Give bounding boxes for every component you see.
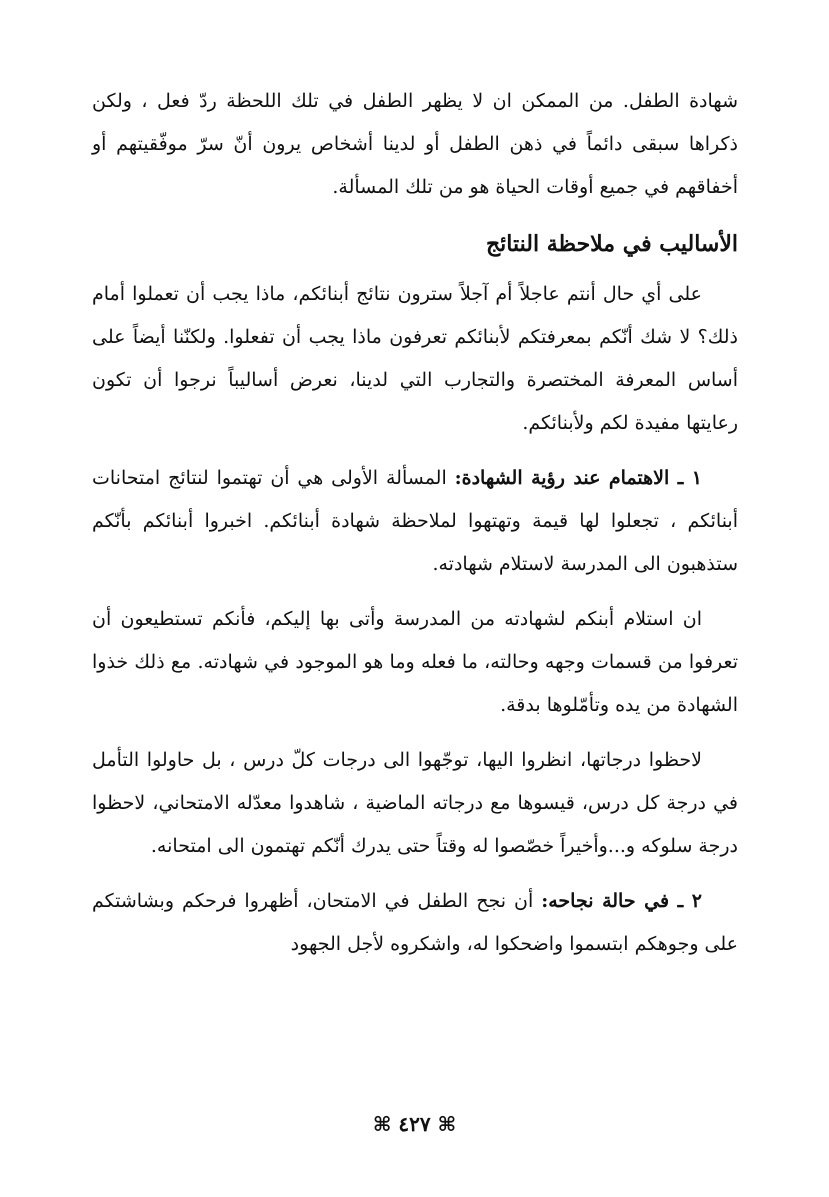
paragraph-certificate-attention: [92, 457, 738, 586]
paragraph-methods: على أي حال أنتم عاجلاً أم آجلاً سترون نتائج أبنائكم، ماذا يجب أن تعملوا أمام ذلك؟ لا شك أنّكم بمعرفتكم لأبنائكم تعرفون ماذا يجب أن تفعلوا. ولكنّنا أيضاً على أساس المعرفة المختصرة والتجارب التي لدينا، نعرض أساليباً نرجوا أن تكون رعايتها مفيدة لكم ولأبنائكم.: [92, 283, 738, 434]
section-heading: الأساليب في ملاحظة النتائج: [485, 231, 738, 257]
page-number: ٤٢٧: [398, 1112, 431, 1136]
item-2-text: أن نجح الطفل في الامتحان، أظهروا فرحكم وبشاشتكم على وجوهكم ابتسموا واضحكوا له، واشكروه لأجل الجهود: [92, 890, 738, 955]
item-1-title: ١ ـ الاهتمام عند رؤية الشهادة:: [454, 467, 702, 489]
paragraph-grades: لاحظوا درجاتها، انظروا اليها، توجّهوا الى درجات كلّ درس ، بل حاولوا التأمل في درجة كل درس، قيسوها مع درجاته الماضية ، شاهدوا معدّله الامتحاني، لاحظوا درجة سلوكه و...وأخيراً خصّصوا له وقتاً حتى يدرك أنّكم تهتمون الى امتحانه.: [92, 749, 738, 857]
page-body: [92, 80, 738, 966]
page-footer: [0, 1112, 829, 1136]
paragraph-success: [92, 880, 738, 966]
paragraph-intro: شهادة الطفل. من الممكن ان لا يظهر الطفل في تلك اللحظة ردّ فعل ، ولكن ذكراها سبقى دائماً في ذهن الطفل أو لدينا أشخاص يرون أنّ سرّ موفّقيتهم أو أخفاقهم في جميع أوقات الحياة هو من تلك المسألة.: [92, 90, 738, 198]
ornament-icon: ⌘: [372, 1112, 392, 1136]
item-2-title: ٢ ـ في حالة نجاحه:: [541, 890, 702, 912]
item-1-text: المسألة الأولى هي أن تهتموا لنتائج امتحانات أبنائكم ، تجعلوا لها قيمة وتهتهوا لملاحظة شهادة أبنائكم. اخبروا أبنائكم بأنّكم ستذهبون الى المدرسة لاستلام شهادته.: [92, 467, 738, 575]
ornament-icon: ⌘: [437, 1112, 457, 1136]
paragraph-receiving-certificate: ان استلام أبنكم لشهادته من المدرسة وأتى بها إليكم، فأنكم تستطيعون أن تعرفوا من قسمات وجهه وحالته، ما فعله وما هو الموجود في شهادته. مع ذلك خذوا الشهادة من يده وتأمّلوها بدقة.: [92, 608, 738, 716]
